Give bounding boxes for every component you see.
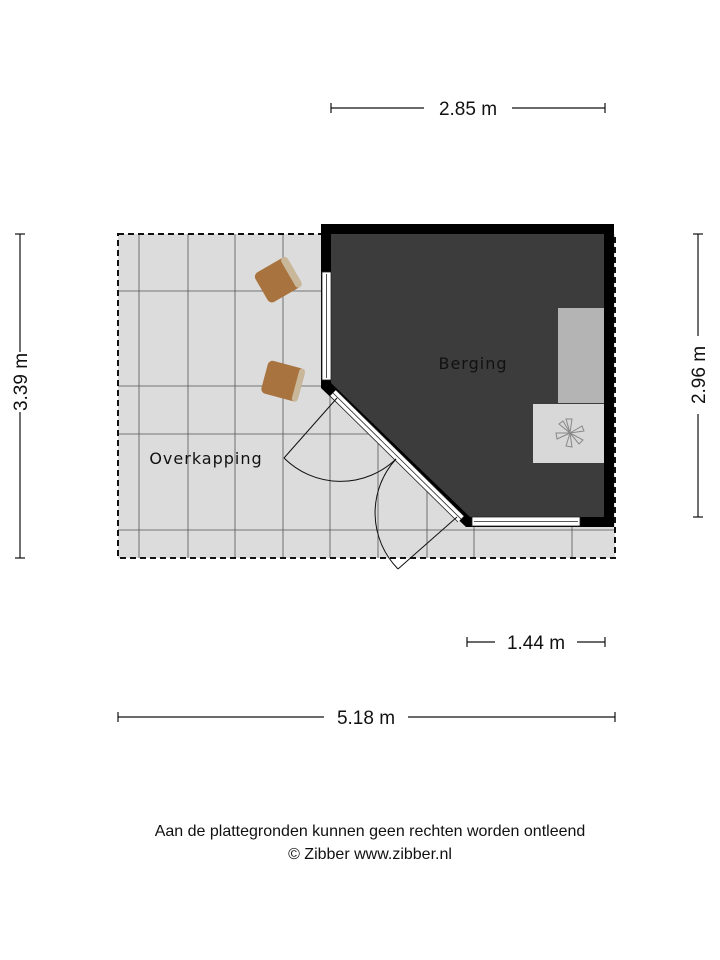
dimension-left: 3.39 m (11, 352, 32, 412)
room-label-overkapping: Overkapping (149, 449, 263, 468)
window-bottom (472, 517, 580, 526)
dimension-top: 2.85 m (438, 99, 498, 120)
appliance-unit (533, 404, 604, 463)
window-left (322, 272, 331, 380)
dimension-bottom-small: 1.44 m (506, 633, 566, 654)
room-label-berging: Berging (438, 354, 508, 373)
footer-disclaimer: Aan de plattegronden kunnen geen rechten worden ontleend (154, 823, 586, 840)
dimension-right: 2.96 m (689, 345, 710, 405)
dimension-bottom-total: 5.18 m (336, 708, 396, 729)
storage-cabinet (558, 308, 604, 403)
footer-copyright: © Zibber www.zibber.nl (288, 846, 452, 863)
